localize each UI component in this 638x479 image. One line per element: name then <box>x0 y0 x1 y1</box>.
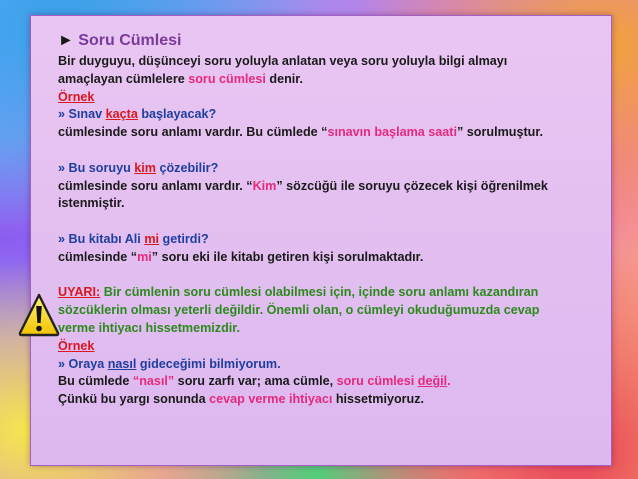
example-4-conclusion: Çünkü bu yargı sonunda cevap verme ihtiyacı hissetmiyoruz. <box>58 392 425 407</box>
example-2-explanation-cont: istenmiştir. <box>58 196 125 211</box>
example-2-explanation: cümlesinde soru anlamı vardır. “Kim” sözcüğü ile soruyu çözecek kişi öğrenilmek <box>58 178 548 193</box>
slide-title: ► Soru Cümlesi <box>58 32 182 49</box>
warning-triangle-icon <box>18 293 60 337</box>
intro-line-2: amaçlayan cümlelere soru cümlesi denir. <box>58 71 304 86</box>
intro-line-1: Bir duyguyu, düşünceyi soru yoluyla anlatan veya soru yoluyla bilgi almayı <box>58 54 508 68</box>
example-4-explanation: Bu cümlede “nasıl” soru zarfı var; ama cümle, soru cümlesi değil. <box>58 374 451 389</box>
example-4-sentence: » Oraya nasıl gideceğimi bilmiyorum. <box>58 356 281 371</box>
example-label: Örnek <box>58 89 95 104</box>
slide-content <box>58 30 603 409</box>
example-2-sentence: » Bu soruyu kim çözebilir? <box>58 160 219 175</box>
example-label-2: Örnek <box>58 338 95 353</box>
example-1-sentence: » Sınav kaçta başlayacak? <box>58 107 217 122</box>
warning-line-1: UYARI: Bir cümlenin soru cümlesi olabilmesi için, içinde soru anlamı kazandıran <box>58 285 539 300</box>
example-1-explanation: cümlesinde soru anlamı vardır. Bu cümlede “sınavın başlama saati” sorulmuştur. <box>58 125 544 140</box>
title-arrow-icon: ► <box>58 32 74 49</box>
example-3-explanation: cümlesinde “mi” soru eki ile kitabı getiren kişi sorulmaktadır. <box>58 249 424 264</box>
warning-line-2: sözcüklerin olması yeterli değildir. Önemli olan, o cümleyi okuduğumuzda cevap <box>58 303 540 318</box>
example-3-sentence: » Bu kitabı Ali mi getirdi? <box>58 231 209 246</box>
warning-line-3: verme ihtiyacı hissetmemizdir. <box>58 320 240 335</box>
warning-label: UYARI: <box>58 285 101 300</box>
